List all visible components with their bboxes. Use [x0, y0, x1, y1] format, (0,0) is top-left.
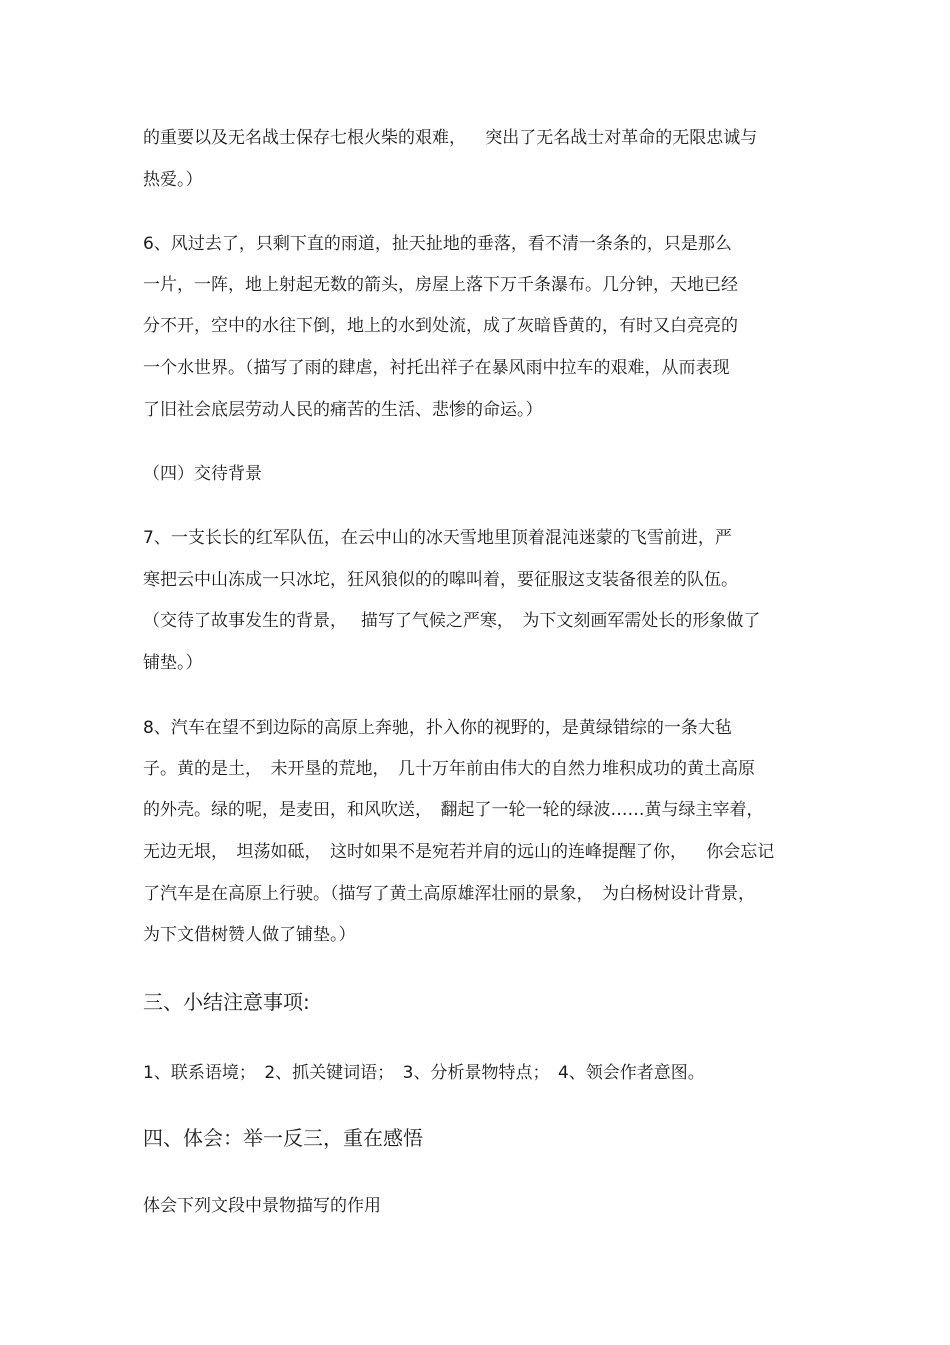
paragraph-line: 的重要以及无名战士保存七根火柴的艰难， 突出了无名战士对革命的无限忠诚与	[143, 128, 758, 148]
item8-line: 子。黄的是土， 未开垦的荒地， 几十万年前由伟大的自然力堆积成功的黄土高原	[143, 759, 755, 779]
section-three-title: 三、小结注意事项:	[143, 990, 310, 1014]
section-four-text: 体会下列文段中景物描写的作用	[143, 1196, 381, 1216]
item8-line: 了汽车是在高原上行驶。（描写了黄土高原雄浑壮丽的景象， 为白杨树设计背景，	[143, 884, 755, 904]
section-three-text: 1、联系语境； 2、抓关键词语； 3、分析景物特点； 4、领会作者意图。	[143, 1063, 705, 1083]
item6-line: 分不开，空中的水往下倒，地上的水到处流，成了灰暗昏黄的，有时又白亮亮的	[143, 316, 738, 336]
item7-line: 7、一支长长的红军队伍，在云中山的冰天雪地里顶着混沌迷蒙的飞雪前进，严	[143, 528, 732, 548]
item6-line: 一片，一阵，地上射起无数的箭头，房屋上落下万千条瀑布。几分钟，天地已经	[143, 275, 738, 295]
item6-line: 6、风过去了，只剩下直的雨道，扯天扯地的垂落，看不清一条条的，只是那么	[143, 234, 732, 254]
item7-line: （交待了故事发生的背景， 描写了气候之严寒， 为下文刻画军需处长的形象做了	[143, 611, 761, 631]
section-four-title: 四、体会：举一反三，重在感悟	[143, 1126, 423, 1150]
item7-line: 铺垫。）	[143, 653, 203, 673]
item8-line: 的外壳。绿的呢，是麦田，和风吹送， 翻起了一轮一轮的绿波……黄与绿主宰着，	[143, 800, 764, 820]
item6-line: 了旧社会底层劳动人民的痛苦的生活、悲惨的命运。）	[143, 400, 543, 420]
subsection-heading: （四）交待背景	[143, 464, 262, 484]
item8-line: 为下文借树赞人做了铺垫。）	[143, 925, 356, 945]
item6-line: 一个水世界。（描写了雨的肆虐，衬托出祥子在暴风雨中拉车的艰难，从而表现	[143, 358, 730, 378]
item7-line: 寒把云中山冻成一只冰坨，狂风狼似的的嗥叫着，要征服这支装备很差的队伍。	[143, 570, 738, 590]
item8-line: 8、汽车在望不到边际的高原上奔驰，扑入你的视野的，是黄绿错综的一条大毡	[143, 718, 732, 738]
item8-line: 无边无垠， 坦荡如砥， 这时如果不是宛若并肩的远山的连峰提醒了你， 你会忘记	[143, 842, 775, 862]
paragraph-line: 热爱。）	[143, 170, 203, 190]
